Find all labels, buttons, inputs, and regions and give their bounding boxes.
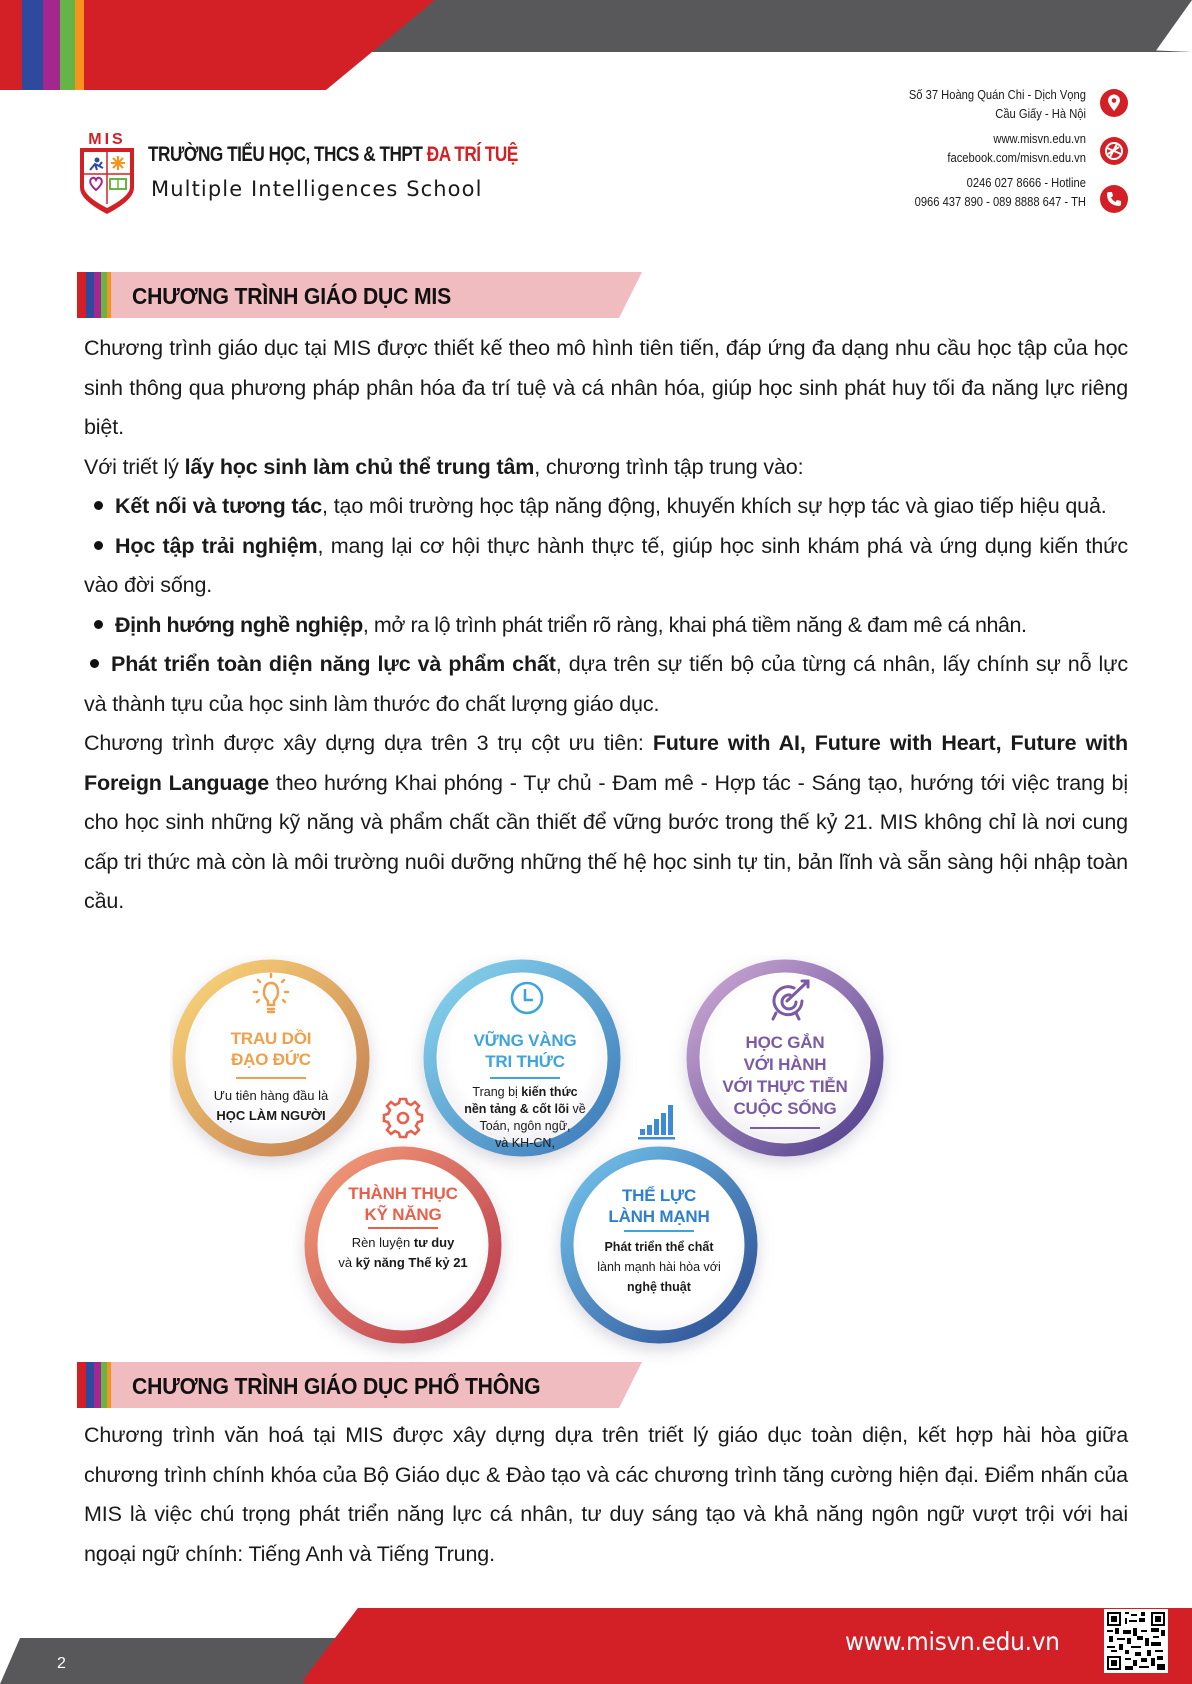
circle-knowledge-text: VỮNG VÀNG TRI THỨC Trang bị kiến thức nền tảng & cốt lõi về Toán, ngôn ngữ, và KH-CN, [464, 1031, 586, 1150]
website-link[interactable]: www.misvn.edu.vn [993, 131, 1086, 146]
school-name: TRƯỜNG TIỂU HỌC, THCS & THPT ĐA TRÍ TUỆ [148, 143, 518, 166]
address-line-2: Cầu Giấy - Hà Nội [995, 106, 1086, 121]
circle-health-text: THỂ LỰC LÀNH MẠNH Phát triển thể chất lành mạnh hài hòa với nghệ thuật [597, 1186, 721, 1294]
bullet-dot-icon [94, 620, 103, 629]
school-subtitle: Multiple Intelligences School [151, 177, 483, 201]
philosophy-paragraph: Với triết lý lấy học sinh làm chủ thể trung tâm, chương trình tập trung vào: [84, 454, 804, 479]
address-line-1: Số 37 Hoàng Quán Chi - Dịch Vọng [908, 87, 1086, 102]
logo-text-mis: MIS [88, 131, 126, 148]
general-program-paragraph: Chương trình văn hoá tại MIS được xây dựng dựa trên triết lý giáo dục toàn diện, kết hợp hài hòa giữa chương trình chính khóa của Bộ Giáo dục & Đào tạo và các chương trình tăng cường hiện đại. Điểm nhấn của MIS là việc chú trọng phát triển năng lực cá nhân, tư duy sáng tạo và khả năng ngôn ngữ vượt trội với hai ngoại ngữ chính: Tiếng Anh và Tiếng Trung. [84, 1423, 1128, 1566]
phones-text: 0966 437 890 - 089 8888 647 - TH [914, 194, 1086, 209]
values-infographic [170, 955, 990, 1365]
section-header-general-program [77, 1362, 642, 1408]
bullet-dot-icon [94, 541, 103, 550]
bullet-item: Định hướng nghề nghiệp, mở ra lộ trình phát triển rõ ràng, khai phá tiềm năng & đam mê cá nhân. [84, 606, 1128, 646]
circle-skills-text: THÀNH THỤC KỸ NĂNG Rèn luyện tư duy và kỹ năng Thế kỷ 21 [338, 1184, 468, 1270]
section-title: CHƯƠNG TRÌNH GIÁO DỤC PHỔ THÔNG [132, 1373, 541, 1399]
bar-chart-icon [638, 1105, 675, 1140]
school-name-accent: ĐA TRÍ TUỆ [426, 143, 518, 166]
globe-network-icon [1100, 137, 1128, 165]
footer-website-link[interactable]: www.misvn.edu.vn [845, 1627, 1060, 1656]
facebook-link[interactable]: facebook.com/misvn.edu.vn [947, 150, 1086, 165]
phone-icon [1100, 185, 1128, 213]
bullet-item: Phát triển toàn diện năng lực và phẩm chất, dựa trên sự tiến bộ của từng cá nhân, lấy chính sự nỗ lực và thành tựu của học sinh làm thước đo chất lượng giáo dục. [84, 652, 1128, 716]
qr-code-icon[interactable] [1104, 1609, 1168, 1673]
hotline-text: 0246 027 8666 - Hotline [966, 175, 1086, 190]
section1-body [84, 329, 1128, 922]
contact-block [880, 85, 1086, 217]
location-pin-icon [1100, 89, 1128, 117]
intro-paragraph: Chương trình giáo dục tại MIS được thiết kế theo mô hình tiên tiến, đáp ứng đa dạng nhu cầu học tập của học sinh thông qua phương pháp phân hóa đa trí tuệ và cá nhân hóa, giúp học sinh phát huy tối đa năng lực riêng biệt. [84, 336, 1128, 439]
top-banner [0, 0, 1192, 92]
section-header-mis-program [77, 272, 642, 318]
bullet-dot-icon [90, 659, 99, 668]
section2-body [84, 1416, 1128, 1574]
section-title: CHƯƠNG TRÌNH GIÁO DỤC MIS [132, 283, 452, 309]
bullet-item: Kết nối và tương tác, tạo môi trường học tập năng động, khuyến khích sự hợp tác và giao tiếp hiệu quả. [84, 487, 1128, 527]
circle-practice-text: HỌC GẮN VỚI HÀNH VỚI THỰC TIỄN CUỘC SỐNG [705, 1032, 865, 1136]
bullet-dot-icon [94, 501, 103, 510]
page-number: 2 [57, 1655, 66, 1672]
bullet-item: Học tập trải nghiệm, mang lại cơ hội thực hành thực tế, giúp học sinh khám phá và ứng dụng kiến thức vào đời sống. [84, 533, 1128, 597]
gear-icon [384, 1099, 422, 1137]
mis-logo [77, 130, 137, 215]
circle-ethics-text: TRAU DỒI ĐẠO ĐỨC Ưu tiên hàng đầu là HỌC LÀM NGƯỜI [213, 1029, 329, 1123]
pillars-paragraph: Chương trình được xây dựng dựa trên 3 trụ cột ưu tiên: Future with AI, Future with Heart, Future with Foreign Language theo hướng Khai phóng - Tự chủ - Đam mê - Hợp tác - Sáng tạo, hướng tới việc trang bị cho học sinh những kỹ năng và phẩm chất cần thiết để vững bước trong thế kỷ 21. MIS không chỉ là nơi cung cấp tri thức mà còn là môi trường nuôi dưỡng những thế hệ học sinh tự tin, bản lĩnh và sẵn sàng hội nhập toàn cầu. [84, 731, 1128, 913]
